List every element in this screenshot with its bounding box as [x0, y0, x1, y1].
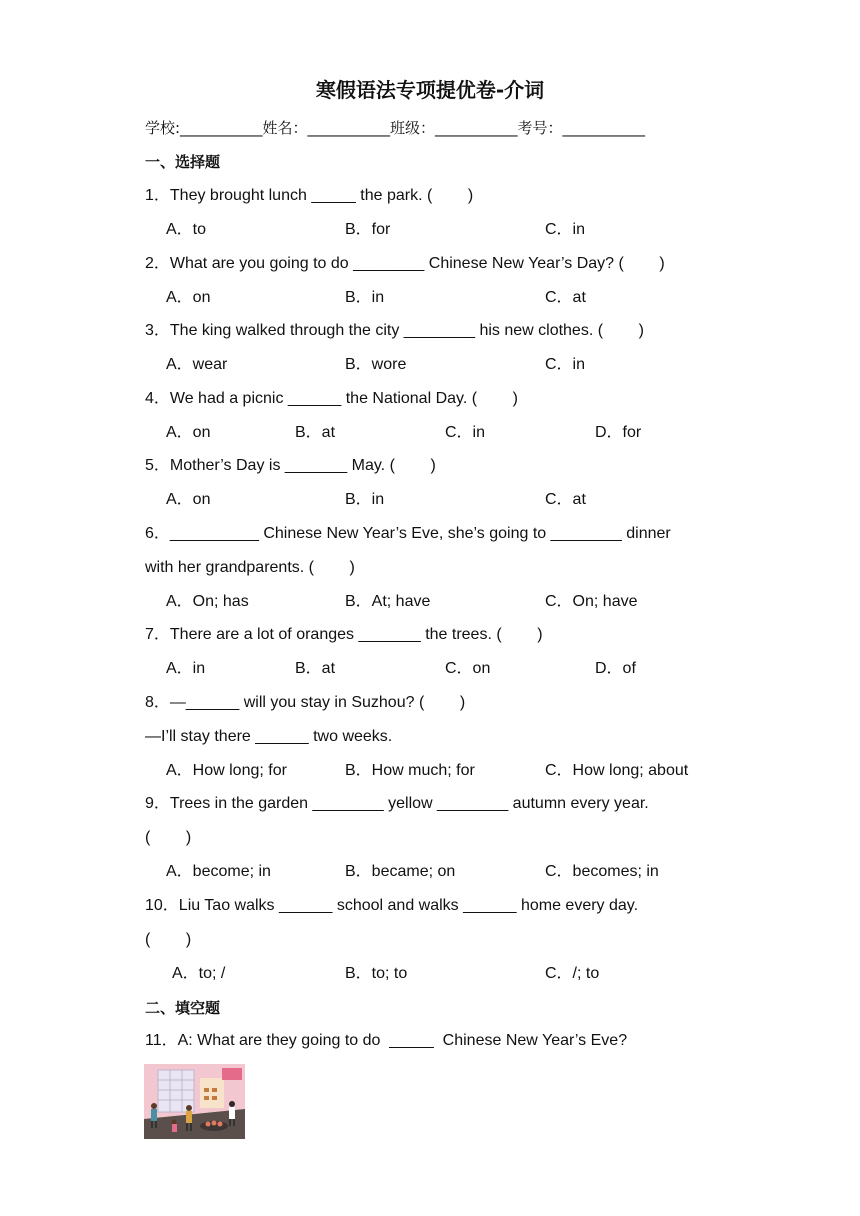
question-8-reply: —I’ll stay there ______ two weeks.: [145, 728, 393, 745]
q4-option-c: C．in: [445, 424, 486, 441]
q8-option-b: B．How much; for: [345, 762, 475, 779]
question-10-continued: ( ): [145, 931, 192, 948]
question-8: 8．—______ will you stay in Suzhou? ( ): [145, 694, 466, 711]
q4-option-d: D．for: [595, 424, 642, 441]
q10-option-c: C．/; to: [545, 965, 600, 982]
q4-option-b: B．at: [295, 424, 336, 441]
student-info-line: 学校:___________姓名：___________班级：___________考号：___________: [145, 119, 646, 137]
q7-option-d: D．of: [595, 660, 636, 677]
q5-option-c: C．at: [545, 491, 586, 508]
q1-option-b: B．for: [345, 221, 391, 238]
question-2: 2．What are you going to do ________ Chinese New Year’s Day? ( ): [145, 255, 665, 272]
worksheet-title: 寒假语法专项提优卷-介词: [315, 78, 545, 102]
question-7: 7．There are a lot of oranges _______ the trees. ( ): [145, 626, 543, 643]
q1-option-c: C．in: [545, 221, 586, 238]
q8-option-a: A．How long; for: [166, 762, 287, 779]
question-4: 4．We had a picnic ______ the National Day. ( ): [145, 390, 518, 407]
q8-option-c: C．How long; about: [545, 762, 689, 779]
question-6: 6．__________ Chinese New Year’s Eve, she’s going to ________ dinner: [145, 525, 671, 542]
q6-option-c: C．On; have: [545, 593, 638, 610]
q6-option-a: A．On; has: [166, 593, 249, 610]
q2-option-a: A．on: [166, 289, 211, 306]
q6-option-b: B．At; have: [345, 593, 431, 610]
section-multiple-choice: 一、选择题: [145, 153, 221, 171]
shopping-illustration: [144, 1064, 245, 1139]
question-11: 11．A: What are they going to do _____ Chinese New Year’s Eve?: [145, 1032, 628, 1049]
question-1: 1．They brought lunch _____ the park. ( ): [145, 187, 474, 204]
section-fill-in: 二、填空题: [145, 999, 221, 1017]
question-10: 10．Liu Tao walks ______ school and walks ______ home every day.: [145, 897, 639, 914]
q7-option-b: B．at: [295, 660, 336, 677]
q9-option-a: A．become; in: [166, 863, 271, 880]
q1-option-a: A．to: [166, 221, 207, 238]
question-5: 5．Mother’s Day is _______ May. ( ): [145, 457, 436, 474]
q4-option-a: A．on: [166, 424, 211, 441]
question-9: 9．Trees in the garden ________ yellow ________ autumn every year.: [145, 795, 649, 812]
q3-option-b: B．wore: [345, 356, 407, 373]
q5-option-a: A．on: [166, 491, 211, 508]
q10-option-a: A．to; /: [172, 965, 226, 982]
q9-option-b: B．became; on: [345, 863, 456, 880]
question-6-continued: with her grandparents. ( ): [145, 559, 355, 576]
q2-option-c: C．at: [545, 289, 586, 306]
q5-option-b: B．in: [345, 491, 385, 508]
question-3: 3．The king walked through the city ________ his new clothes. ( ): [145, 322, 644, 339]
q7-option-c: C．on: [445, 660, 491, 677]
q9-option-c: C．becomes; in: [545, 863, 659, 880]
q7-option-a: A．in: [166, 660, 206, 677]
q3-option-c: C．in: [545, 356, 586, 373]
q2-option-b: B．in: [345, 289, 385, 306]
question-9-continued: ( ): [145, 829, 192, 846]
q3-option-a: A．wear: [166, 356, 228, 373]
q10-option-b: B．to; to: [345, 965, 408, 982]
